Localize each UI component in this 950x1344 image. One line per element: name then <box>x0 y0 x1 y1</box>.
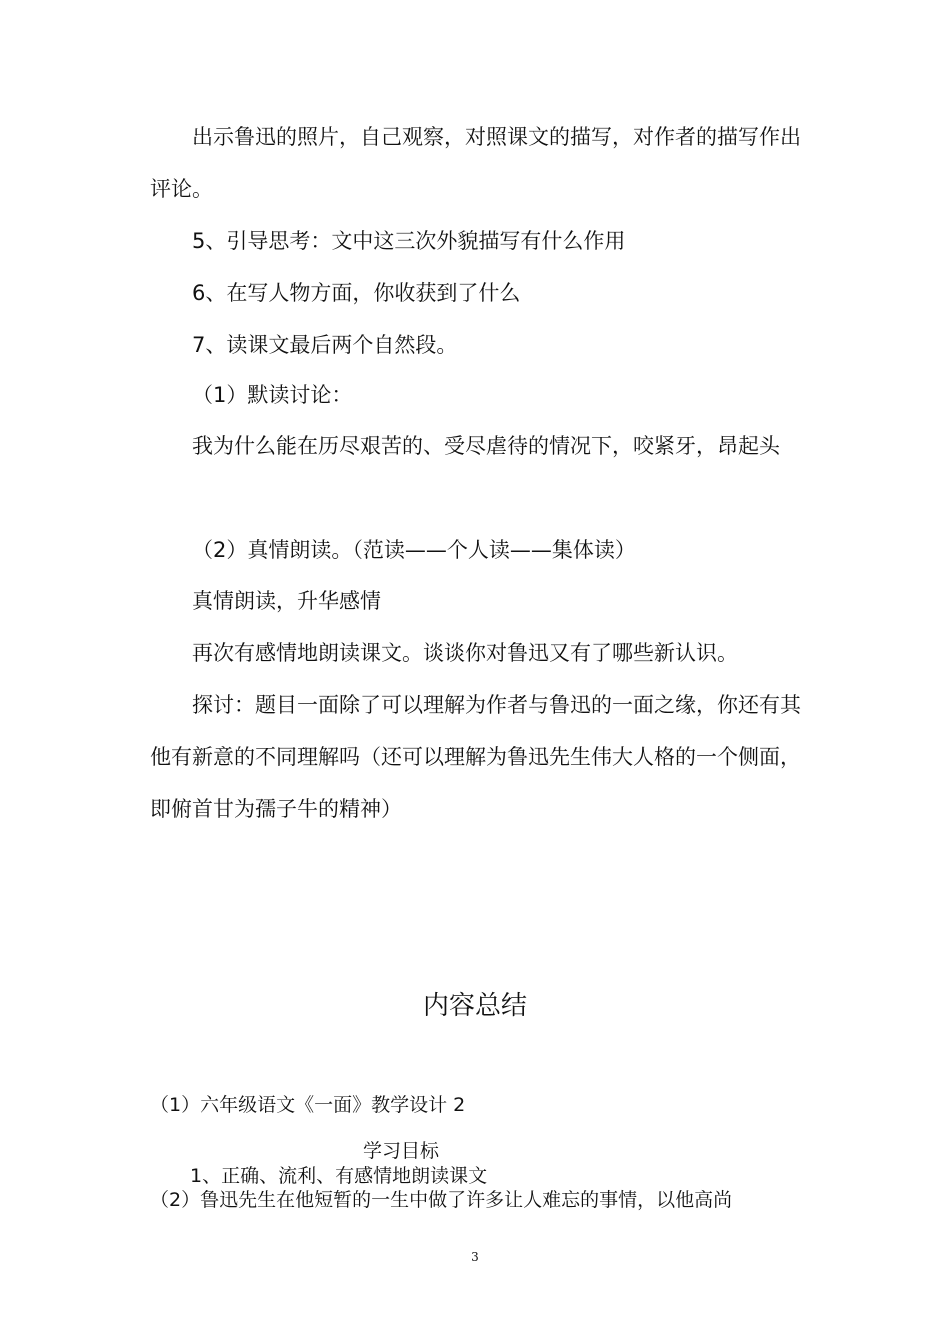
summary-item-1: （1）六年级语文《一面》教学设计 2 <box>150 1094 466 1116</box>
summary-goal-1: 1、正确、流利、有感情地朗读课文 <box>190 1165 488 1187</box>
paragraph-discussion: 探讨：题目一面除了可以理解为作者与鲁迅的一面之缘，你还有其他有新意的不同理解吗（还可以理解为鲁迅先生伟大人格的一个侧面，即俯首甘为孺子牛的精神） <box>150 693 801 821</box>
paragraph-sublimate: 真情朗读，升华感情 <box>192 589 381 613</box>
summary-item-2: （2）鲁迅先生在他短暂的一生中做了许多让人难忘的事情，以他高尚 <box>150 1189 733 1211</box>
paragraph-step-7: 7、读课文最后两个自然段。 <box>192 333 458 357</box>
paragraph-reread: 再次有感情地朗读课文。谈谈你对鲁迅又有了哪些新认识。 <box>192 641 738 665</box>
summary-subheading: 学习目标 <box>363 1140 440 1162</box>
page-number: 3 <box>471 1250 479 1264</box>
paragraph-true-reading: （2）真情朗读。（范读——个人读——集体读） <box>192 538 636 562</box>
paragraph-step-6: 6、在写人物方面，你收获到了什么 <box>192 281 521 305</box>
paragraph-photo-observation: 出示鲁迅的照片，自己观察，对照课文的描写，对作者的描写作出评论。 <box>150 125 801 201</box>
paragraph-step-5: 5、引导思考：文中这三次外貌描写有什么作用 <box>192 229 626 253</box>
summary-heading: 内容总结 <box>422 991 527 1021</box>
paragraph-silent-reading: （1）默读讨论： <box>192 383 353 407</box>
paragraph-question: 我为什么能在历尽艰苦的、受尽虐待的情况下，咬紧牙，昂起头 <box>192 434 780 458</box>
